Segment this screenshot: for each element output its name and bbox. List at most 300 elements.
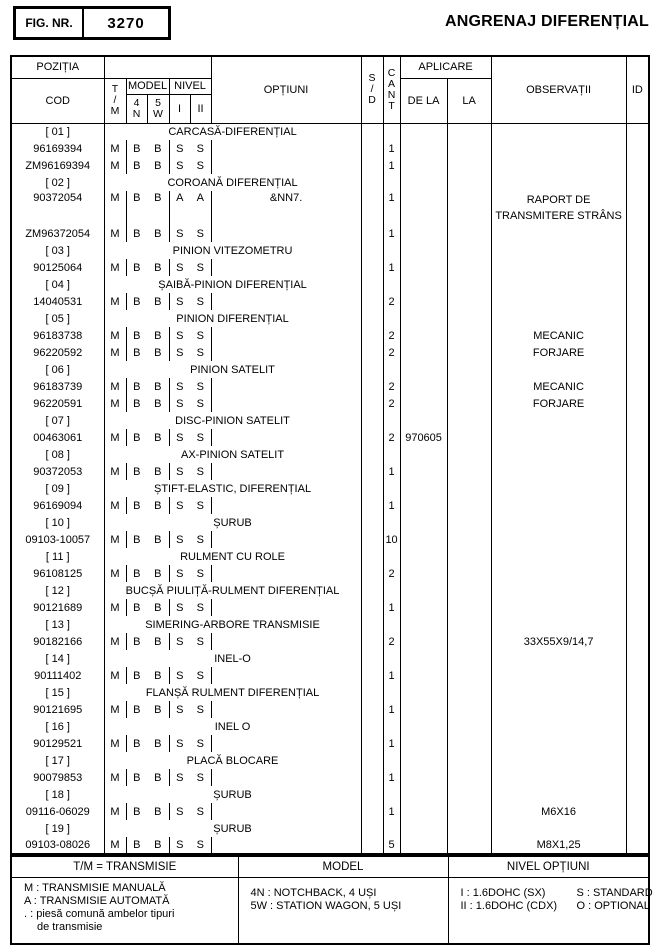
nivel-ii-cell: S <box>196 465 204 478</box>
qty-cell <box>383 310 400 327</box>
to-date-cell <box>447 718 491 735</box>
position-row <box>11 616 649 633</box>
id-cell <box>626 531 649 548</box>
sd-cell <box>361 752 383 769</box>
header-id: ID <box>626 56 649 123</box>
position-cell: [ 15 ] <box>45 686 70 699</box>
sd-cell <box>361 123 383 140</box>
model-4n-cell: B <box>126 769 147 786</box>
sd-cell <box>361 735 383 752</box>
part-name-cell: CARCASĂ-DIFERENȚIAL <box>104 123 361 140</box>
to-date-cell <box>447 378 491 395</box>
observations-cell <box>491 140 626 157</box>
observations-cell <box>491 667 626 684</box>
options-cell <box>211 140 361 157</box>
qty-cell: 2 <box>383 633 400 650</box>
part-row <box>11 157 649 174</box>
model-4n-cell: B <box>126 633 147 650</box>
observations-cell <box>491 531 626 548</box>
sd-cell <box>361 293 383 310</box>
qty-cell: 1 <box>383 769 400 786</box>
part-code-cell: 96169394 <box>33 142 83 155</box>
qty-cell: 1 <box>383 157 400 174</box>
qty-cell <box>383 242 400 259</box>
id-cell <box>626 752 649 769</box>
options-cell <box>211 565 361 582</box>
from-date-cell <box>400 310 447 327</box>
from-date-cell <box>400 497 447 514</box>
part-code-cell: 90372053 <box>33 465 83 478</box>
nivel-ii-cell: S <box>196 261 204 274</box>
to-date-cell <box>447 837 491 854</box>
part-code-cell: 96183739 <box>33 380 83 393</box>
part-code-cell: 09103-08026 <box>25 839 91 851</box>
part-name-cell: DISC-PINION SATELIT <box>104 412 361 429</box>
from-date-cell <box>400 701 447 718</box>
model-5w-cell: B <box>154 771 162 784</box>
to-date-cell <box>447 633 491 650</box>
id-cell <box>626 514 649 531</box>
position-row <box>11 242 649 259</box>
nivel-i-cell: S <box>169 497 190 514</box>
nivel-ii-cell: S <box>196 295 204 308</box>
to-date-cell <box>447 123 491 140</box>
part-name-cell: ȘAIBĂ-PINION DIFERENȚIAL <box>104 276 361 293</box>
tm-cell: M <box>104 344 126 361</box>
observations-cell: M6X16 <box>491 803 626 820</box>
model-5w-cell: B <box>154 397 162 410</box>
from-date-cell <box>400 191 447 225</box>
observations-cell <box>491 174 626 191</box>
qty-cell <box>383 123 400 140</box>
nivel-ii-cell: S <box>196 635 204 648</box>
part-row <box>11 667 649 684</box>
tm-cell: M <box>104 293 126 310</box>
tm-cell: M <box>104 769 126 786</box>
sd-cell <box>361 803 383 820</box>
nivel-ii-cell: S <box>196 346 204 359</box>
nivel-ii-cell: S <box>196 839 204 851</box>
part-name-cell: COROANĂ DIFERENȚIAL <box>104 174 361 191</box>
sd-cell <box>361 718 383 735</box>
model-5w-cell: B <box>154 192 162 204</box>
id-cell <box>626 429 649 446</box>
qty-cell <box>383 412 400 429</box>
figure-number-value: 3270 <box>107 14 145 32</box>
id-cell <box>626 412 649 429</box>
to-date-cell <box>447 395 491 412</box>
nivel-i-cell: S <box>169 463 190 480</box>
qty-cell: 2 <box>383 565 400 582</box>
qty-cell: 1 <box>383 463 400 480</box>
header-nivel-i: I <box>169 94 190 123</box>
to-date-cell <box>447 429 491 446</box>
position-cell: [ 18 ] <box>45 788 70 801</box>
model-5w-cell: B <box>154 533 162 546</box>
position-row <box>11 446 649 463</box>
part-name-cell: INEL O <box>104 718 361 735</box>
header-tm: T / M <box>104 78 126 123</box>
part-name-cell: BUCȘĂ PIULIȚĂ-RULMENT DIFERENȚIAL <box>104 582 361 599</box>
part-code-cell: 90121695 <box>33 703 83 716</box>
model-4n-cell: B <box>126 531 147 548</box>
from-date-cell <box>400 378 447 395</box>
model-4n-cell: B <box>126 497 147 514</box>
sd-cell <box>361 225 383 242</box>
part-row <box>11 429 649 446</box>
qty-cell <box>383 582 400 599</box>
model-4n-cell: B <box>126 565 147 582</box>
position-cell: [ 13 ] <box>45 618 70 631</box>
qty-cell: 2 <box>383 395 400 412</box>
observations-cell <box>491 157 626 174</box>
parts-table <box>10 55 650 855</box>
id-cell <box>626 344 649 361</box>
model-4n-cell: B <box>126 259 147 276</box>
part-code-cell: 96220592 <box>33 346 83 359</box>
legend-nivel-title: NIVEL OPȚIUNI <box>448 856 649 878</box>
from-date-cell <box>400 837 447 854</box>
observations-cell <box>491 820 626 837</box>
header-la: LA <box>447 78 491 123</box>
from-date-cell <box>400 293 447 310</box>
part-code-cell: 09116-06029 <box>25 805 90 818</box>
qty-cell <box>383 752 400 769</box>
options-cell <box>211 667 361 684</box>
id-cell <box>626 123 649 140</box>
observations-cell <box>491 225 626 242</box>
position-cell: [ 04 ] <box>45 278 70 291</box>
sd-cell <box>361 650 383 667</box>
position-cell: [ 01 ] <box>45 125 70 138</box>
sd-cell <box>361 786 383 803</box>
sd-cell <box>361 820 383 837</box>
observations-cell: 33X55X9/14,7 <box>491 633 626 650</box>
observations-cell <box>491 684 626 701</box>
id-cell <box>626 276 649 293</box>
model-5w-cell: B <box>154 142 162 155</box>
qty-cell <box>383 446 400 463</box>
from-date-cell <box>400 344 447 361</box>
options-cell <box>211 735 361 752</box>
to-date-cell <box>447 514 491 531</box>
observations-cell <box>491 548 626 565</box>
to-date-cell <box>447 650 491 667</box>
qty-cell: 2 <box>383 378 400 395</box>
from-date-cell <box>400 769 447 786</box>
nivel-ii-cell: S <box>196 533 204 546</box>
model-5w-cell: B <box>154 465 162 478</box>
part-row <box>11 344 649 361</box>
qty-cell <box>383 650 400 667</box>
id-cell <box>626 378 649 395</box>
position-cell: [ 07 ] <box>45 414 70 427</box>
sd-cell <box>361 480 383 497</box>
observations-cell <box>491 718 626 735</box>
legend <box>10 855 653 945</box>
nivel-i-cell: S <box>169 837 190 854</box>
id-cell <box>626 327 649 344</box>
id-cell <box>626 259 649 276</box>
model-5w-cell: B <box>154 261 162 274</box>
from-date-cell <box>400 565 447 582</box>
observations-cell <box>491 293 626 310</box>
qty-cell <box>383 548 400 565</box>
position-row <box>11 123 649 140</box>
sd-cell <box>361 565 383 582</box>
nivel-i-cell: S <box>169 395 190 412</box>
options-cell <box>211 633 361 650</box>
qty-cell: 2 <box>383 344 400 361</box>
qty-cell <box>383 480 400 497</box>
from-date-cell <box>400 599 447 616</box>
sd-cell <box>361 667 383 684</box>
header-cant: C A N T <box>383 56 400 123</box>
part-row <box>11 531 649 548</box>
position-cell: [ 05 ] <box>45 312 70 325</box>
observations-cell <box>491 786 626 803</box>
nivel-ii-cell: S <box>196 380 204 393</box>
header-observatii: OBSERVAȚII <box>491 56 626 123</box>
tm-cell: M <box>104 378 126 395</box>
position-row <box>11 514 649 531</box>
nivel-ii-cell: S <box>196 669 204 682</box>
part-code-cell: 90079853 <box>33 771 83 784</box>
legend-model-lines <box>238 878 448 945</box>
legend-line: A : TRANSMISIE AUTOMATĂ <box>24 895 170 907</box>
observations-cell <box>491 276 626 293</box>
sd-cell <box>361 361 383 378</box>
part-row <box>11 191 649 225</box>
to-date-cell <box>447 582 491 599</box>
observations-cell: MECANIC <box>491 327 626 344</box>
sd-cell <box>361 276 383 293</box>
id-cell <box>626 820 649 837</box>
to-date-cell <box>447 752 491 769</box>
from-date-cell <box>400 633 447 650</box>
model-4n-cell: B <box>126 395 147 412</box>
part-row <box>11 701 649 718</box>
model-5w-cell: B <box>154 669 162 682</box>
position-row <box>11 548 649 565</box>
nivel-ii-cell: S <box>196 329 204 342</box>
id-cell <box>626 446 649 463</box>
id-cell <box>626 310 649 327</box>
to-date-cell <box>447 446 491 463</box>
position-cell: [ 09 ] <box>45 482 70 495</box>
nivel-i-cell: S <box>169 429 190 446</box>
from-date-cell <box>400 582 447 599</box>
nivel-i-cell: S <box>169 293 190 310</box>
position-cell: [ 08 ] <box>45 448 70 461</box>
nivel-ii-cell: S <box>196 431 204 444</box>
position-row <box>11 650 649 667</box>
position-cell: [ 10 ] <box>45 516 70 529</box>
position-row <box>11 310 649 327</box>
header-cod: COD <box>11 78 104 123</box>
header-nivel-ii: II <box>190 94 211 123</box>
from-date-cell <box>400 650 447 667</box>
to-date-cell <box>447 157 491 174</box>
observations-cell: MECANIC <box>491 378 626 395</box>
part-row <box>11 803 649 820</box>
position-cell: [ 06 ] <box>45 363 70 376</box>
part-row <box>11 769 649 786</box>
id-cell <box>626 242 649 259</box>
top-bar <box>0 0 659 40</box>
position-row <box>11 361 649 378</box>
sd-cell <box>361 157 383 174</box>
position-row <box>11 582 649 599</box>
position-cell: [ 16 ] <box>45 720 70 733</box>
part-row <box>11 735 649 752</box>
qty-cell: 2 <box>383 327 400 344</box>
parts-rows <box>11 123 649 854</box>
sd-cell <box>361 446 383 463</box>
tm-cell: M <box>104 633 126 650</box>
sd-cell <box>361 514 383 531</box>
from-date-cell <box>400 242 447 259</box>
tm-cell: M <box>104 565 126 582</box>
model-4n-cell: B <box>126 327 147 344</box>
sd-cell <box>361 412 383 429</box>
nivel-ii-cell: S <box>196 703 204 716</box>
qty-cell: 1 <box>383 735 400 752</box>
from-date-cell <box>400 327 447 344</box>
nivel-i-cell: S <box>169 803 190 820</box>
from-date-cell <box>400 361 447 378</box>
qty-cell: 1 <box>383 140 400 157</box>
nivel-i-cell: S <box>169 344 190 361</box>
from-date-cell <box>400 123 447 140</box>
id-cell <box>626 667 649 684</box>
qty-cell <box>383 361 400 378</box>
to-date-cell <box>447 820 491 837</box>
observations-cell <box>491 429 626 446</box>
model-4n-cell: B <box>126 599 147 616</box>
part-row <box>11 378 649 395</box>
nivel-ii-cell: S <box>196 142 204 155</box>
part-row <box>11 497 649 514</box>
position-cell: [ 11 ] <box>45 550 70 563</box>
to-date-cell <box>447 412 491 429</box>
figure-number-label: FIG. NR. <box>16 9 84 37</box>
to-date-cell <box>447 463 491 480</box>
nivel-ii-cell: S <box>196 771 204 784</box>
part-name-cell: INEL-O <box>104 650 361 667</box>
sd-cell <box>361 191 383 225</box>
observations-cell <box>491 412 626 429</box>
id-cell <box>626 191 649 225</box>
options-cell <box>211 599 361 616</box>
position-row <box>11 718 649 735</box>
observations-cell <box>491 446 626 463</box>
id-cell <box>626 140 649 157</box>
qty-cell <box>383 276 400 293</box>
sd-cell <box>361 140 383 157</box>
part-name-cell: ȘURUB <box>104 514 361 531</box>
legend-line: II : 1.6DOHC (CDX) O : OPTIONAL <box>460 900 650 912</box>
part-code-cell: 96169094 <box>33 499 83 512</box>
tm-cell: M <box>104 327 126 344</box>
observations-cell <box>491 701 626 718</box>
to-date-cell <box>447 242 491 259</box>
observations-cell <box>491 463 626 480</box>
to-date-cell <box>447 259 491 276</box>
model-5w-cell: B <box>154 805 162 818</box>
part-row <box>11 293 649 310</box>
qty-cell <box>383 718 400 735</box>
from-date-cell <box>400 395 447 412</box>
qty-cell: 1 <box>383 701 400 718</box>
model-5w-cell: B <box>154 567 162 580</box>
options-cell <box>211 463 361 480</box>
sd-cell <box>361 327 383 344</box>
part-name-cell: PINION VITEZOMETRU <box>104 242 361 259</box>
qty-cell <box>383 820 400 837</box>
nivel-ii-cell: S <box>196 805 204 818</box>
qty-cell <box>383 174 400 191</box>
qty-cell: 1 <box>383 803 400 820</box>
observations-cell <box>491 752 626 769</box>
id-cell <box>626 735 649 752</box>
qty-cell: 1 <box>383 667 400 684</box>
qty-cell: 5 <box>383 837 400 854</box>
to-date-cell <box>447 327 491 344</box>
from-date-cell <box>400 514 447 531</box>
part-code-cell: 96183738 <box>33 329 83 342</box>
id-cell <box>626 599 649 616</box>
from-date-cell <box>400 174 447 191</box>
to-date-cell <box>447 701 491 718</box>
part-name-cell: SIMERING-ARBORE TRANSMISIE <box>104 616 361 633</box>
part-row <box>11 837 649 854</box>
from-date-cell <box>400 157 447 174</box>
sd-cell <box>361 497 383 514</box>
header-model-5w: 5 W <box>147 94 169 123</box>
id-cell <box>626 684 649 701</box>
header-aplicare: APLICARE <box>400 56 491 78</box>
options-cell <box>211 395 361 412</box>
position-row <box>11 276 649 293</box>
legend-line: 5W : STATION WAGON, 5 UȘI <box>250 900 402 912</box>
header-sd: S / D <box>361 56 383 123</box>
observations-cell <box>491 565 626 582</box>
model-4n-cell: B <box>126 293 147 310</box>
observations-cell: RAPORT DE TRANSMITERE STRÂNS <box>491 191 626 225</box>
nivel-ii-cell: S <box>196 737 204 750</box>
qty-cell: 1 <box>383 497 400 514</box>
position-cell: [ 17 ] <box>45 754 70 767</box>
id-cell <box>626 395 649 412</box>
observations-cell <box>491 599 626 616</box>
observations-cell: M8X1,25 <box>491 837 626 854</box>
id-cell <box>626 293 649 310</box>
sd-cell <box>361 463 383 480</box>
to-date-cell <box>447 531 491 548</box>
model-4n-cell: B <box>126 667 147 684</box>
from-date-cell <box>400 225 447 242</box>
from-date-cell <box>400 480 447 497</box>
to-date-cell <box>447 735 491 752</box>
observations-cell <box>491 242 626 259</box>
part-code-cell: 90129521 <box>33 737 83 750</box>
from-date-cell <box>400 548 447 565</box>
part-name-cell: FLANȘĂ RULMENT DIFERENȚIAL <box>104 684 361 701</box>
part-code-cell: ZM96372054 <box>25 227 91 240</box>
to-date-cell <box>447 599 491 616</box>
qty-cell: 1 <box>383 599 400 616</box>
